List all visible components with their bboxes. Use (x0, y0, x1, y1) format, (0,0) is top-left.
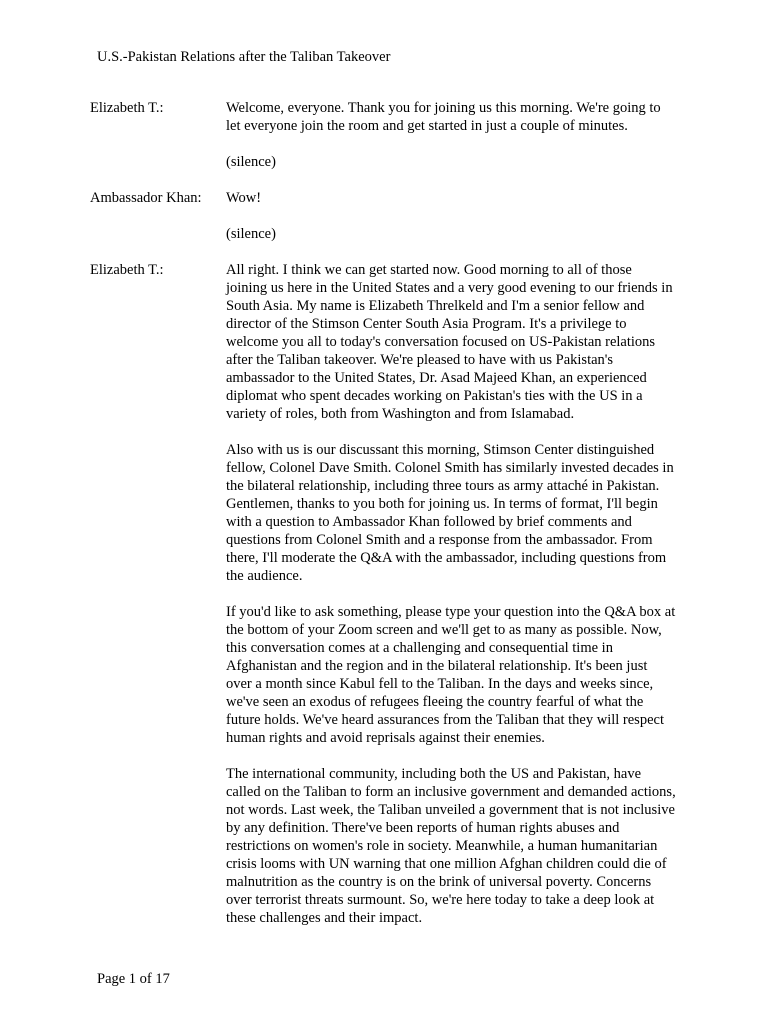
speaker-name: Elizabeth T.: (90, 262, 164, 278)
remark-paragraph: If you'd like to ask something, please type your question into the Q&A box at the bottom of your Zoom screen and we'll get to as many as possible. Now, this conversation comes at a challenging and consequential time in Afghanistan and the region and in the bilateral relationship. It's been just over a month since Kabul fell to the Taliban. In the days and weeks since, we've seen an exodus of refugees fleeing the country fearful of what the future holds. We've heard assurances from the Taliban that they will respect human rights and avoid reprisals against their enemies. (226, 604, 676, 746)
remark-paragraph: Welcome, everyone. Thank you for joining us this morning. We're going to let everyone join the room and get started in just a couple of minutes. (226, 100, 661, 134)
speaker-name: Elizabeth T.: (90, 100, 164, 116)
remark-paragraph: Wow! (226, 190, 262, 206)
document-title: U.S.-Pakistan Relations after the Taliban Takeover (97, 49, 391, 65)
transcript (90, 99, 680, 945)
remark-paragraph: The international community, including both the US and Pakistan, have called on the Taliban to form an inclusive government and demanded actions, not words. Last week, the Taliban unveiled a government that is not inclusive by any definition. There've been reports of human rights abuses and restrictions on women's role in society. Meanwhile, a human humanitarian crisis looms with UN warning that one million Afghan children could die of malnutrition as the country is on the brink of universal poverty. Concerns over terrorist threats surmount. So, we're here today to take a deep look at these challenges and their impact. (226, 766, 676, 926)
remark-paragraph: All right. I think we can get started now. Good morning to all of those joining us here in the United States and a very good evening to our friends in South Asia. My name is Elizabeth Threlkeld and I'm a senior fellow and director of the Stimson Center South Asia Program. It's a privilege to welcome you all to today's conversation focused on US-Pakistan relations after the Taliban takeover. We're pleased to have with us Pakistan's ambassador to the United States, Dr. Asad Majeed Khan, an experienced diplomat who spent decades working on Pakistan's ties with the US in a variety of roles, both from Washington and from Islamabad. (226, 262, 673, 422)
speaker-name: Ambassador Khan: (90, 190, 202, 206)
stage-direction: (silence) (226, 154, 276, 170)
speaker-remarks (226, 261, 676, 927)
speaker-remarks (226, 189, 676, 243)
remark-paragraph: Also with us is our discussant this morning, Stimson Center distinguished fellow, Colonel Dave Smith. Colonel Smith has similarly invested decades in the bilateral relationship, including three tours as army attaché in Pakistan. Gentlemen, thanks to you both for joining us. In terms of format, I'll begin with a question to Ambassador Khan followed by brief comments and questions from Colonel Smith and a response from the ambassador. From there, I'll moderate the Q&A with the ambassador, including questions from the audience. (226, 442, 674, 584)
transcript-entry (90, 261, 680, 927)
stage-direction: (silence) (226, 226, 276, 242)
speaker-remarks (226, 99, 676, 171)
transcript-entry (90, 99, 680, 171)
transcript-entry (90, 189, 680, 243)
page-number: Page 1 of 17 (97, 971, 170, 987)
